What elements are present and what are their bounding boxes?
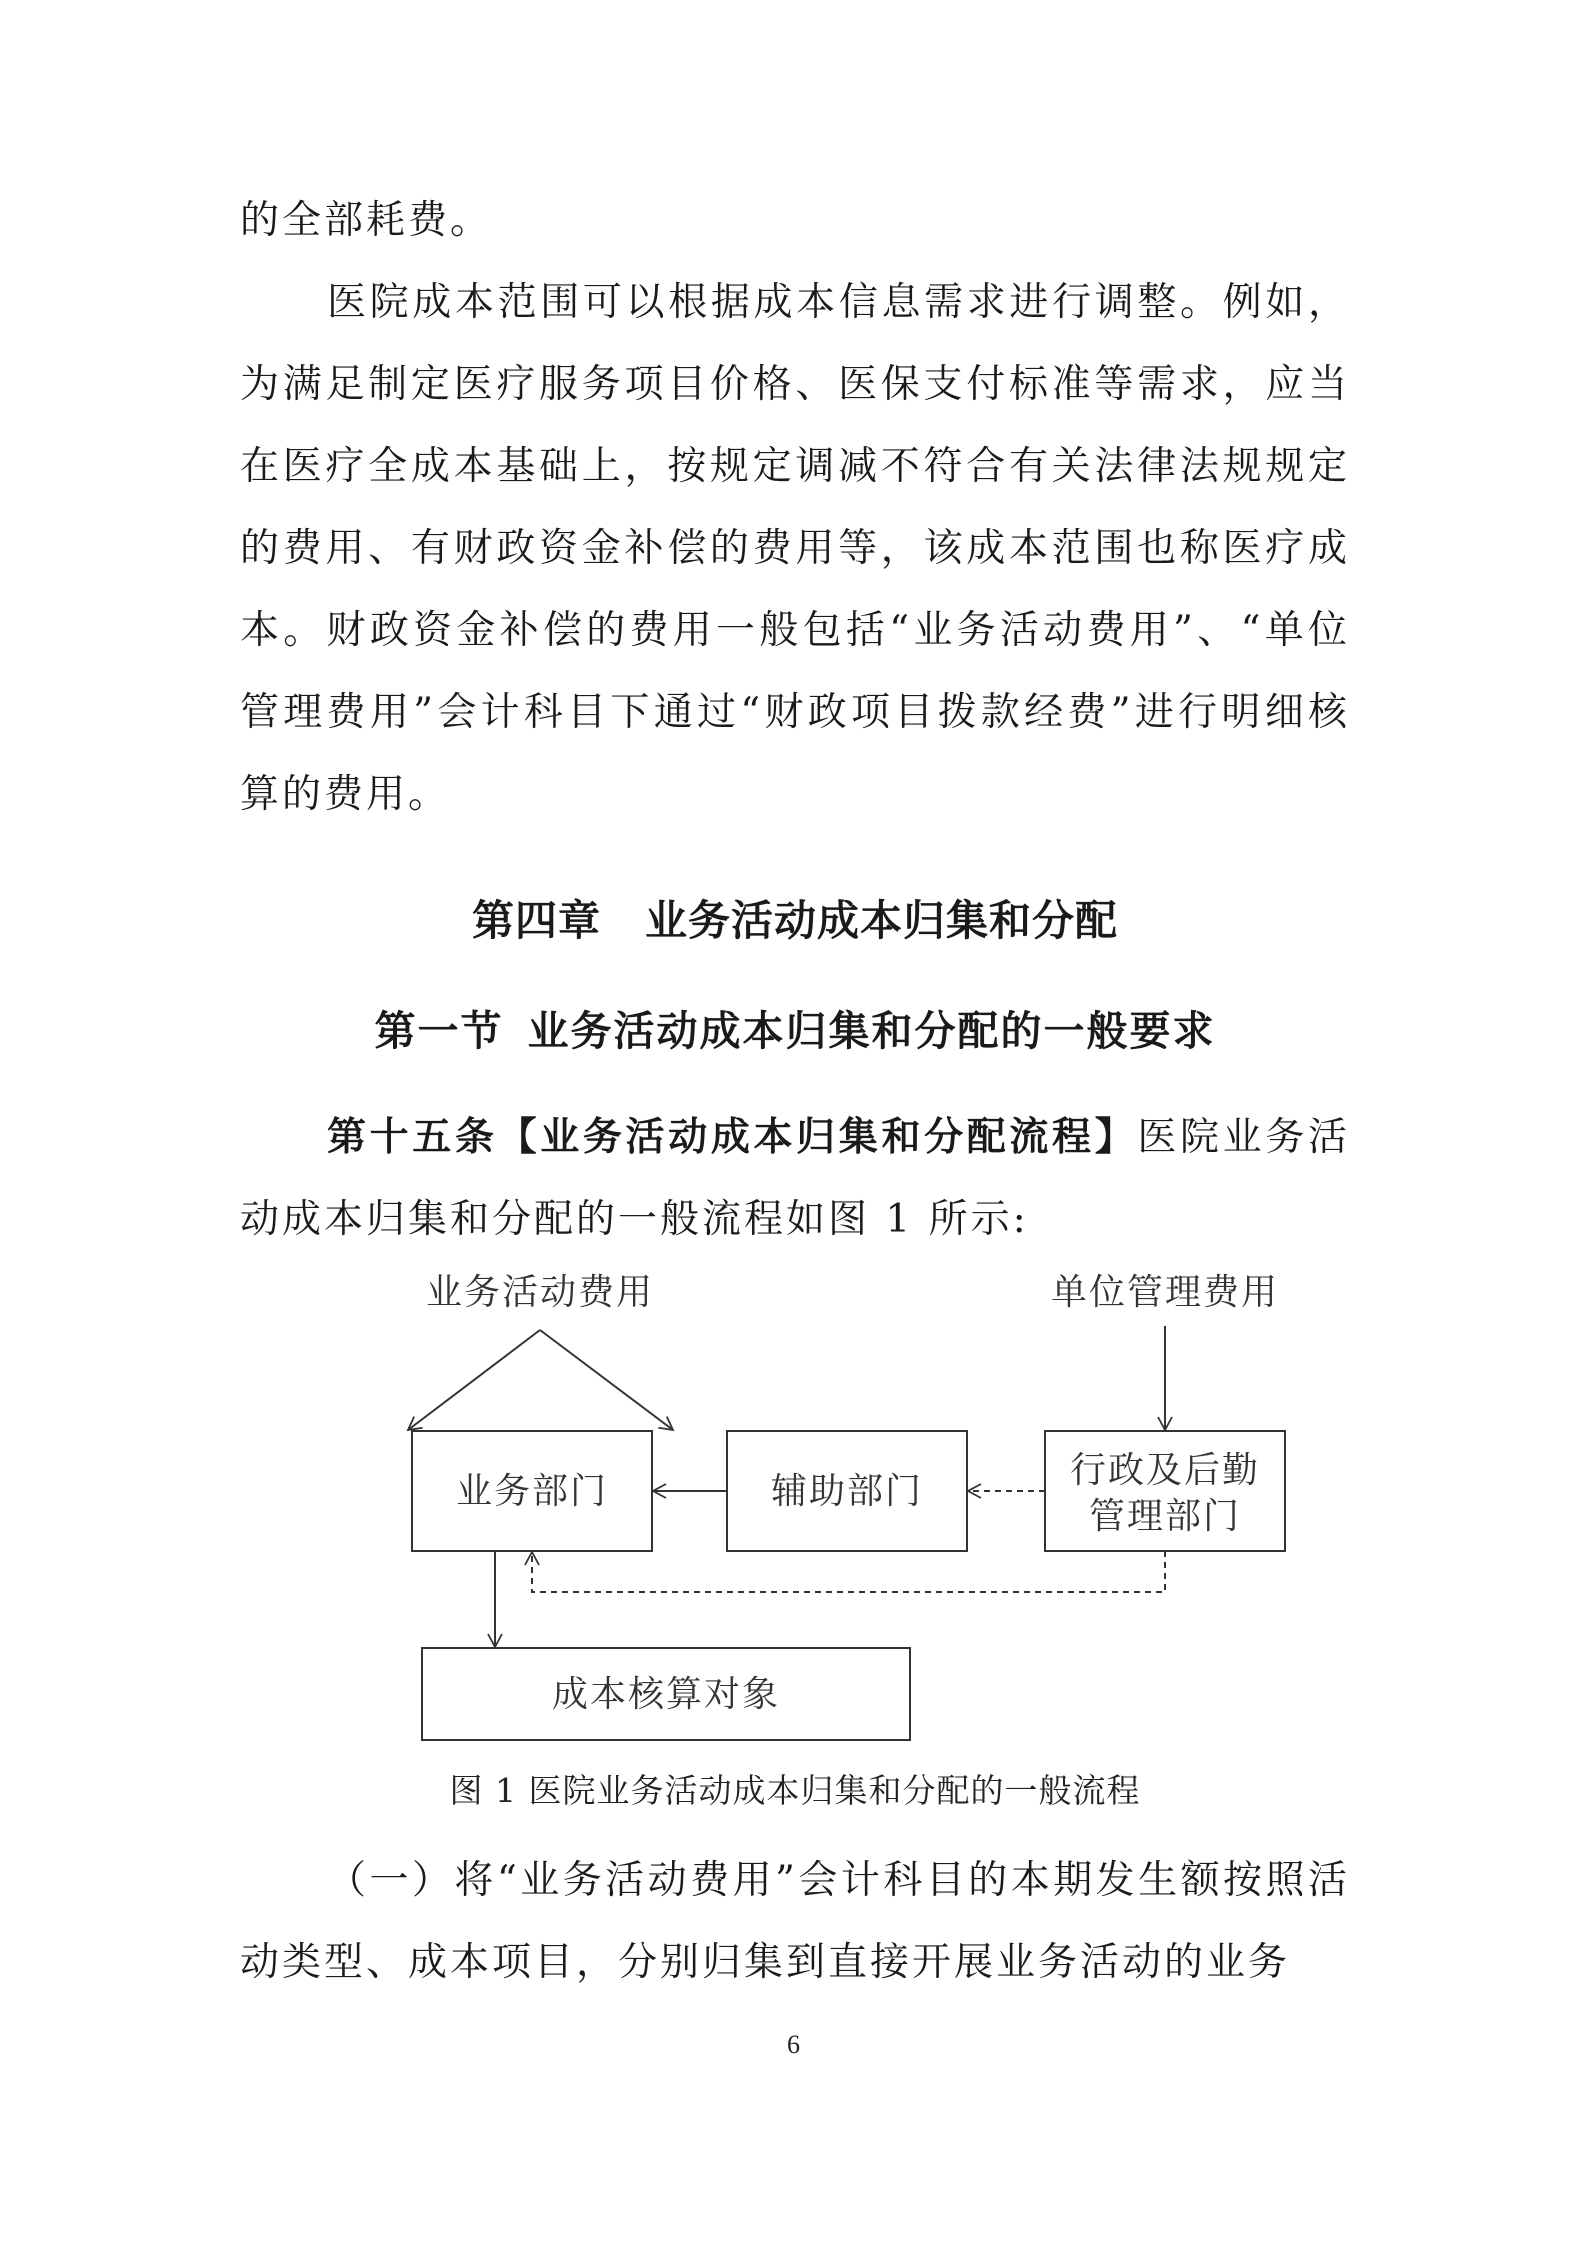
chapter-number: 第四章	[471, 896, 601, 945]
section-number: 第一节	[374, 1007, 504, 1055]
arrow-expense-to-business-dept	[408, 1330, 540, 1430]
node-cost-object-label: 成本核算对象	[551, 1674, 781, 1715]
node-admin-dept-label-line1: 行政及后勤	[1069, 1450, 1261, 1491]
chapter-heading	[240, 880, 1350, 962]
node-admin-dept-label-line2: 管理部门	[1088, 1496, 1242, 1537]
chapter-title: 业务活动成本归集和分配	[645, 896, 1119, 945]
node-business-dept-label: 业务部门	[455, 1471, 609, 1512]
label-business-expense: 业务活动费用	[425, 1272, 655, 1313]
figure-caption: 图 1 医院业务活动成本归集和分配的一般流程	[449, 1771, 1141, 1810]
paragraph-step-one: （一）将“业务活动费用”会计科目的本期发生额按照活动类型、成本项目，分别归集到直接开展业务活动的业务	[240, 1858, 1350, 1985]
section-title: 业务活动成本归集和分配的一般要求	[527, 1007, 1216, 1055]
article-text: 医院业务活动成本归集和分配的一般流程如图 1 所示:	[240, 1115, 1350, 1242]
article-number: 第十五条	[327, 1114, 498, 1160]
label-admin-expense: 单位管理费用	[1050, 1272, 1280, 1313]
node-aux-dept-label: 辅助部门	[770, 1471, 924, 1512]
flow-diagram	[240, 1260, 1350, 1760]
flow-diagram-svg	[240, 1260, 1350, 1760]
arrow-expense-to-aux-dept	[540, 1330, 673, 1430]
paragraph-cost-scope: 医院成本范围可以根据成本信息需求进行调整。例如，为满足制定医疗服务项目价格、医保支付标准等需求，应当在医疗全成本基础上，按规定调减不符合有关法律法规规定的费用、有财政资金补偿的费用等，该成本范围也称医疗成本。财政资金补偿的费用一般包括“业务活动费用”、“单位管理费用”会计科目下通过“财政项目拨款经费”进行明细核算的费用。	[240, 280, 1350, 817]
page-number: 6	[787, 2030, 800, 2059]
arrow-admin-to-business-dept	[532, 1551, 1165, 1592]
article-paragraph	[240, 1096, 1350, 1261]
article-heading: 【业务活动成本归集和分配流程】	[497, 1114, 1138, 1160]
section-heading	[240, 990, 1350, 1072]
paragraph-continuation: 的全部耗费。	[240, 198, 493, 243]
